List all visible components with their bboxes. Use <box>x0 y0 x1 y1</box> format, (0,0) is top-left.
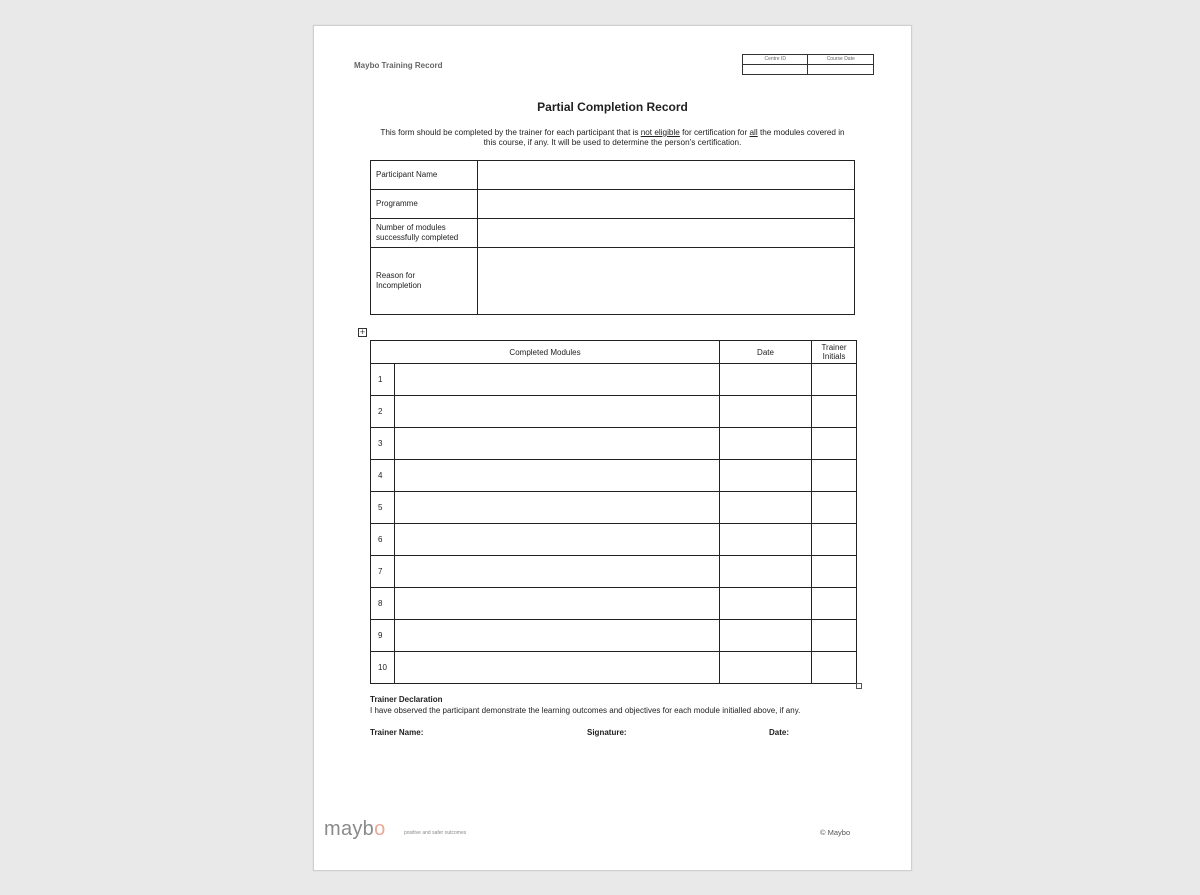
header-title: Maybo Training Record <box>354 61 443 70</box>
initials-cell[interactable] <box>812 524 857 556</box>
trainer-initials-header-line2: Initials <box>822 352 846 361</box>
module-cell[interactable] <box>395 396 720 428</box>
document-page <box>313 25 912 871</box>
module-cell[interactable] <box>395 460 720 492</box>
modules-completed-label-line1: Number of modules <box>376 223 446 232</box>
reason-label <box>371 248 478 315</box>
date-cell[interactable] <box>720 524 812 556</box>
declaration-heading: Trainer Declaration <box>370 695 443 704</box>
document-title: Partial Completion Record <box>537 100 688 114</box>
initials-cell[interactable] <box>812 364 857 396</box>
row-number: 3 <box>371 428 395 460</box>
intro-part2: for certification for <box>679 128 750 137</box>
reason-field[interactable] <box>478 248 855 315</box>
programme-label: Programme <box>371 190 478 219</box>
table-row <box>371 428 857 460</box>
initials-cell[interactable] <box>812 460 857 492</box>
trainer-name-label: Trainer Name: <box>370 728 424 737</box>
module-cell[interactable] <box>395 492 720 524</box>
declaration-text: I have observed the participant demonstrate the learning outcomes and objectives for each module initialled above, if any. <box>370 706 801 715</box>
initials-cell[interactable] <box>812 492 857 524</box>
row-number: 8 <box>371 588 395 620</box>
table-row <box>371 460 857 492</box>
module-cell[interactable] <box>395 620 720 652</box>
table-move-handle-icon[interactable]: + <box>359 327 366 337</box>
reason-label-line1: Reason for <box>376 271 416 280</box>
module-cell[interactable] <box>395 428 720 460</box>
intro-text <box>374 128 851 148</box>
date-label: Date: <box>769 728 790 737</box>
intro-part1: This form should be completed by the trainer for each participant that is <box>380 128 641 137</box>
module-cell[interactable] <box>395 364 720 396</box>
table-row <box>371 588 857 620</box>
row-number: 9 <box>371 620 395 652</box>
completed-modules-header: Completed Modules <box>371 341 720 364</box>
date-cell[interactable] <box>720 364 812 396</box>
initials-cell[interactable] <box>812 620 857 652</box>
programme-field[interactable] <box>478 190 855 219</box>
table-row <box>371 652 857 684</box>
row-number: 4 <box>371 460 395 492</box>
signature-label: Signature: <box>587 728 627 737</box>
completed-modules-table <box>370 340 857 684</box>
date-cell[interactable] <box>720 492 812 524</box>
row-number: 5 <box>371 492 395 524</box>
logo-accent-letter: o <box>374 818 386 840</box>
centre-id-cell[interactable] <box>743 65 808 75</box>
maybo-logo <box>324 818 386 841</box>
intro-not-eligible: not eligible <box>640 128 680 137</box>
modules-completed-label <box>371 219 478 248</box>
table-row <box>371 492 857 524</box>
participant-name-field[interactable] <box>478 161 855 190</box>
intro-part3: the modules covered in this course, if any. It will be used to determine the person’s certification. <box>483 128 845 147</box>
logo-text: mayb <box>324 818 375 840</box>
tagline: positive and safer outcomes <box>404 830 467 836</box>
modules-completed-field[interactable] <box>478 219 855 248</box>
row-number: 7 <box>371 556 395 588</box>
course-date-cell[interactable] <box>808 65 874 75</box>
modules-completed-label-line2: successfully completed <box>376 233 459 242</box>
date-cell[interactable] <box>720 556 812 588</box>
date-cell[interactable] <box>720 428 812 460</box>
trainer-initials-header <box>812 341 857 364</box>
initials-cell[interactable] <box>812 556 857 588</box>
date-cell[interactable] <box>720 588 812 620</box>
row-number: 6 <box>371 524 395 556</box>
participant-info-table <box>370 160 855 315</box>
row-number: 1 <box>371 364 395 396</box>
date-cell[interactable] <box>720 652 812 684</box>
table-row <box>371 620 857 652</box>
course-date-label: Course Date <box>808 55 874 65</box>
initials-cell[interactable] <box>812 396 857 428</box>
date-cell[interactable] <box>720 620 812 652</box>
row-number: 10 <box>371 652 395 684</box>
table-row <box>371 524 857 556</box>
date-cell[interactable] <box>720 396 812 428</box>
module-cell[interactable] <box>395 588 720 620</box>
module-cell[interactable] <box>395 524 720 556</box>
reason-label-line2: Incompletion <box>376 281 422 290</box>
centre-course-table <box>742 54 874 75</box>
initials-cell[interactable] <box>812 428 857 460</box>
intro-all: all <box>749 128 758 137</box>
centre-id-label: Centre ID <box>743 55 808 65</box>
trainer-initials-header-line1: Trainer <box>821 343 847 352</box>
module-cell[interactable] <box>395 652 720 684</box>
initials-cell[interactable] <box>812 652 857 684</box>
table-row <box>371 396 857 428</box>
row-number: 2 <box>371 396 395 428</box>
copyright: © Maybo <box>820 828 851 837</box>
date-header: Date <box>720 341 812 364</box>
table-resize-handle-icon[interactable] <box>856 683 862 689</box>
initials-cell[interactable] <box>812 588 857 620</box>
table-row <box>371 556 857 588</box>
date-cell[interactable] <box>720 460 812 492</box>
table-row <box>371 364 857 396</box>
participant-name-label: Participant Name <box>371 161 478 190</box>
module-cell[interactable] <box>395 556 720 588</box>
